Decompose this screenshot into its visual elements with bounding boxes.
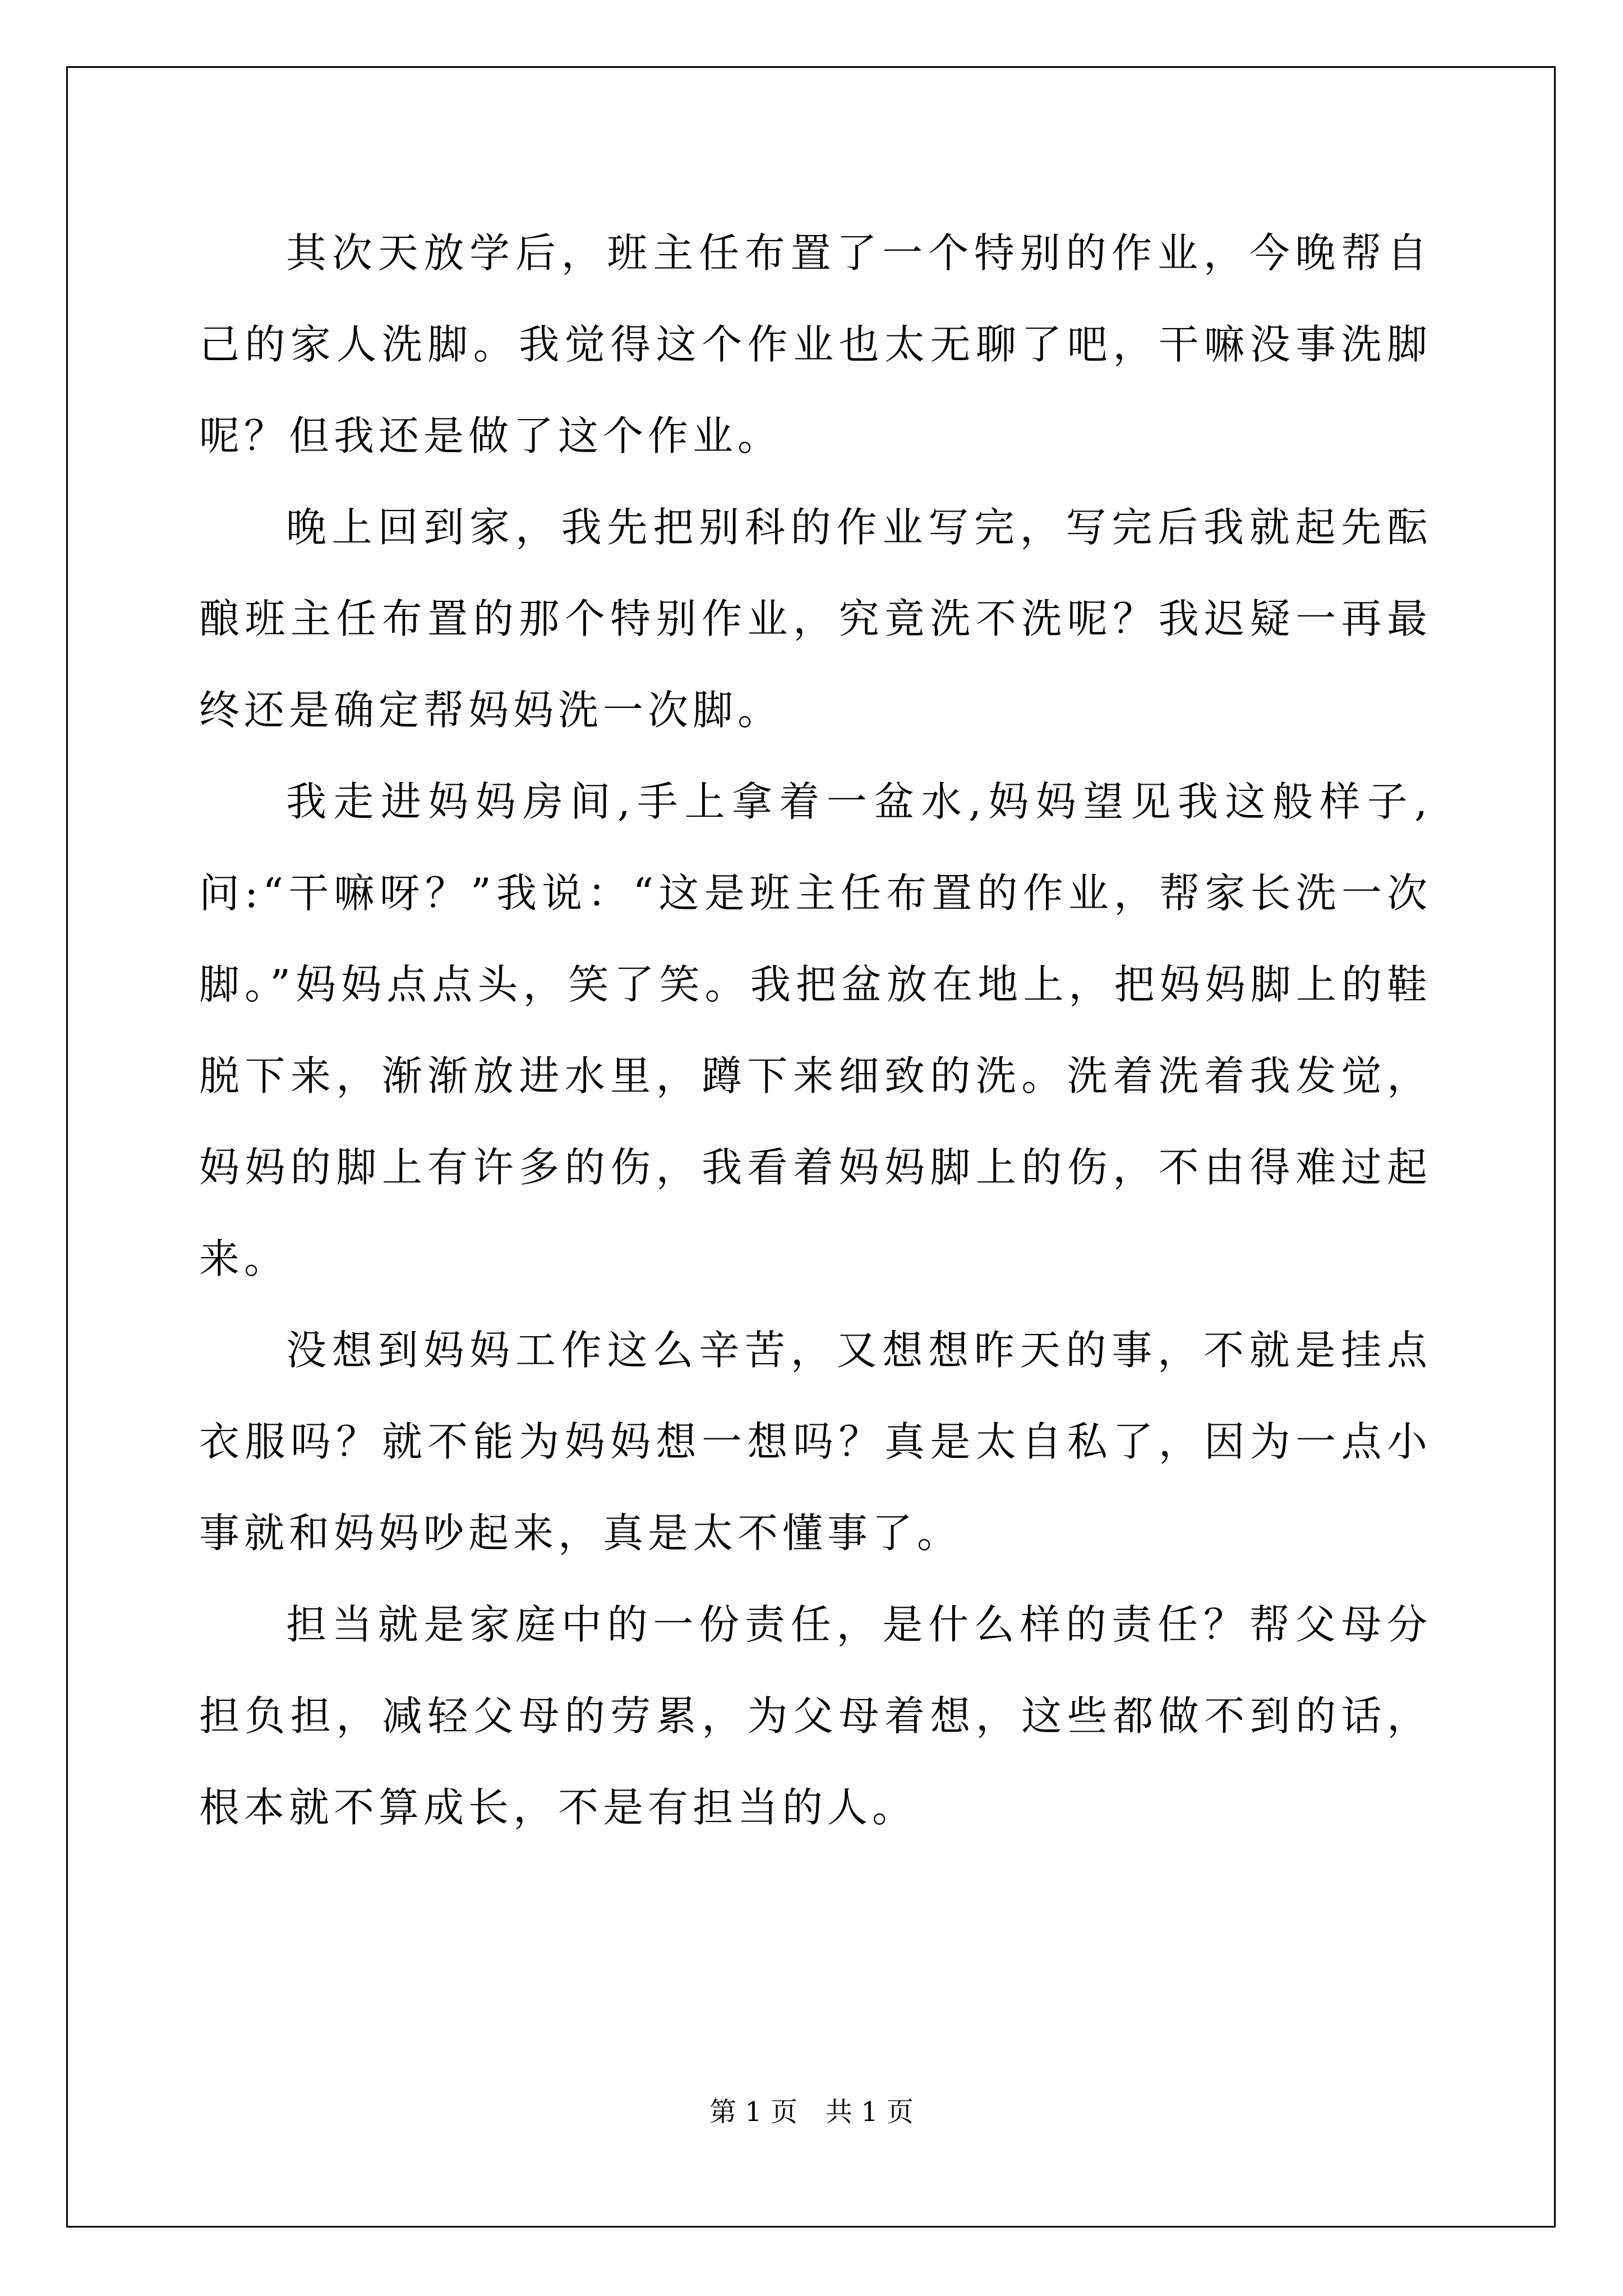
paragraph: 担当就是家庭中的一份责任，是什么样的责任？帮父母分担负担，减轻父母的劳累，为父母着想，这些都做不到的话，根本就不算成长，不是有担当的人。 (199, 1601, 1432, 1831)
paragraph: 我走进妈妈房间,手上拿着一盆水,妈妈望见我这般样子,问:“干嘛呀？”我说：“这是班主任布置的作业，帮家长洗一次脚。”妈妈点点头，笑了笑。我把盆放在地上，把妈妈脚上的鞋脱下来，渐渐放进水里，蹲下来细致的洗。洗着洗着我发觉，妈妈的脚上有许多的伤，我看着妈妈脚上的伤，不由得难过起来。 (199, 778, 1432, 1282)
page-total: 共 1 页 (826, 2096, 914, 2128)
paragraph: 晚上回到家，我先把别科的作业写完，写完后我就起先酝酿班主任布置的那个特别作业，究竟洗不洗呢？我迟疑一再最终还是确定帮妈妈洗一次脚。 (199, 504, 1432, 734)
page-footer (0, 2095, 1623, 2129)
paragraph: 其次天放学后，班主任布置了一个特别的作业，今晚帮自己的家人洗脚。我觉得这个作业也太无聊了吧，干嘛没事洗脚呢？但我还是做了这个作业。 (199, 229, 1432, 459)
paragraph: 没想到妈妈工作这么辛苦，又想想昨天的事，不就是挂点衣服吗？就不能为妈妈想一想吗？真是太自私了，因为一点小事就和妈妈吵起来，真是太不懂事了。 (199, 1327, 1432, 1557)
document-body (199, 208, 1432, 1853)
page-number: 第 1 页 (709, 2096, 797, 2128)
